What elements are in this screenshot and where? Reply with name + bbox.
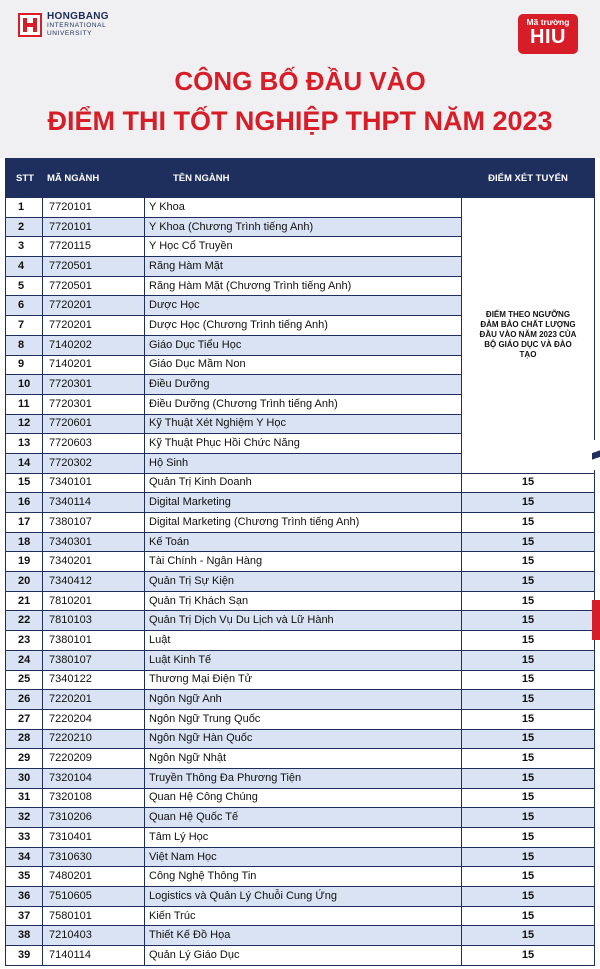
table-row: [6, 887, 595, 907]
row-diem: 15: [462, 591, 595, 611]
row-ma-nganh: 7720115: [43, 237, 145, 257]
row-diem: 15: [462, 808, 595, 828]
header-ten-nganh: TÊN NGÀNH: [145, 159, 462, 198]
row-diem: 15: [462, 867, 595, 887]
row-ten-nganh: Quản Trị Kinh Doanh: [145, 473, 462, 493]
row-ten-nganh: Kiến Trúc: [145, 906, 462, 926]
row-ten-nganh: Răng Hàm Mặt (Chương Trình tiếng Anh): [145, 276, 462, 296]
row-stt: 18: [6, 532, 43, 552]
university-logo: [18, 12, 109, 37]
row-ten-nganh: Y Học Cổ Truyền: [145, 237, 462, 257]
page-title-line-2: ĐIỂM THI TỐT NGHIỆP THPT NĂM 2023: [47, 106, 553, 136]
row-stt: 3: [6, 237, 43, 257]
table-row: [6, 552, 595, 572]
table-row: [6, 572, 595, 592]
row-ma-nganh: 7310630: [43, 847, 145, 867]
row-ten-nganh: Logistics và Quản Lý Chuỗi Cung Ứng: [145, 887, 462, 907]
row-stt: 29: [6, 749, 43, 769]
row-stt: 14: [6, 453, 43, 473]
row-stt: 21: [6, 591, 43, 611]
row-diem: 15: [462, 650, 595, 670]
table-row: [6, 650, 595, 670]
row-ma-nganh: 7220201: [43, 690, 145, 710]
row-diem: 15: [462, 532, 595, 552]
row-ten-nganh: Kỹ Thuật Xét Nghiệm Y Học: [145, 414, 462, 434]
logo-sub-1: INTERNATIONAL: [47, 22, 107, 29]
row-ma-nganh: 7340122: [43, 670, 145, 690]
table-row: [6, 198, 595, 218]
row-diem: 15: [462, 946, 595, 966]
row-stt: 25: [6, 670, 43, 690]
row-ma-nganh: 7510605: [43, 887, 145, 907]
row-ten-nganh: Ngôn Ngữ Hàn Quốc: [145, 729, 462, 749]
row-stt: 39: [6, 946, 43, 966]
row-stt: 9: [6, 355, 43, 375]
row-ma-nganh: 7720201: [43, 316, 145, 336]
admission-score-table: [5, 158, 595, 966]
row-diem: 15: [462, 749, 595, 769]
row-stt: 16: [6, 493, 43, 513]
table-row: [6, 611, 595, 631]
row-stt: 4: [6, 257, 43, 277]
row-diem: 15: [462, 847, 595, 867]
table-row: [6, 867, 595, 887]
row-stt: 23: [6, 631, 43, 651]
row-ma-nganh: 7220204: [43, 709, 145, 729]
row-ma-nganh: 7380107: [43, 650, 145, 670]
table-row: [6, 591, 595, 611]
row-diem: 15: [462, 572, 595, 592]
row-diem: 15: [462, 552, 595, 572]
row-diem: 15: [462, 906, 595, 926]
row-stt: 11: [6, 394, 43, 414]
row-ten-nganh: Truyền Thông Đa Phương Tiện: [145, 768, 462, 788]
threshold-note: ĐIỂM THEO NGƯỠNG ĐẢM BẢO CHẤT LƯỢNG ĐẦU VÀO NĂM 2023 CỦA BỘ GIÁO DỤC VÀ ĐÀO TẠO: [462, 198, 595, 474]
row-diem: 15: [462, 887, 595, 907]
row-stt: 17: [6, 513, 43, 533]
header-diem-xet-tuyen: ĐIỂM XÉT TUYỂN: [462, 159, 595, 198]
row-diem: 15: [462, 690, 595, 710]
row-ma-nganh: 7720603: [43, 434, 145, 454]
row-ten-nganh: Quản Trị Sự Kiện: [145, 572, 462, 592]
row-ten-nganh: Tài Chính - Ngân Hàng: [145, 552, 462, 572]
row-ten-nganh: Giáo Dục Tiểu Học: [145, 335, 462, 355]
row-ma-nganh: 7140114: [43, 946, 145, 966]
row-ma-nganh: 7720101: [43, 198, 145, 218]
row-ma-nganh: 7340114: [43, 493, 145, 513]
row-ma-nganh: 7810103: [43, 611, 145, 631]
row-ten-nganh: Digital Marketing (Chương Trình tiếng Anh): [145, 513, 462, 533]
row-ma-nganh: 7310206: [43, 808, 145, 828]
table-row: [6, 946, 595, 966]
row-ten-nganh: Luật: [145, 631, 462, 651]
row-stt: 30: [6, 768, 43, 788]
table-row: [6, 788, 595, 808]
row-ten-nganh: Luật Kinh Tế: [145, 650, 462, 670]
row-ten-nganh: Ngôn Ngữ Trung Quốc: [145, 709, 462, 729]
row-ma-nganh: 7580101: [43, 906, 145, 926]
row-ma-nganh: 7380101: [43, 631, 145, 651]
row-stt: 19: [6, 552, 43, 572]
table-row: [6, 532, 595, 552]
row-stt: 31: [6, 788, 43, 808]
row-diem: 15: [462, 729, 595, 749]
row-ten-nganh: Thiết Kế Đồ Họa: [145, 926, 462, 946]
table-row: [6, 729, 595, 749]
row-diem: 15: [462, 788, 595, 808]
row-diem: 15: [462, 670, 595, 690]
row-ma-nganh: 7720201: [43, 296, 145, 316]
row-stt: 1: [6, 198, 43, 218]
row-ten-nganh: Kế Toán: [145, 532, 462, 552]
school-code-badge: [518, 14, 578, 54]
row-diem: 15: [462, 473, 595, 493]
table-row: [6, 670, 595, 690]
page-title-line-1: CÔNG BỐ ĐẦU VÀO: [174, 66, 426, 96]
row-stt: 7: [6, 316, 43, 336]
badge-label: Mã trường: [526, 17, 570, 27]
row-ten-nganh: Ngôn Ngữ Nhật: [145, 749, 462, 769]
row-ten-nganh: Dược Học (Chương Trình tiếng Anh): [145, 316, 462, 336]
row-ma-nganh: 7210403: [43, 926, 145, 946]
row-ten-nganh: Điều Dưỡng: [145, 375, 462, 395]
row-diem: 15: [462, 611, 595, 631]
row-ma-nganh: 7720301: [43, 394, 145, 414]
row-ten-nganh: Ngôn Ngữ Anh: [145, 690, 462, 710]
table-row: [6, 493, 595, 513]
hiu-logo-icon: [18, 13, 42, 37]
row-stt: 22: [6, 611, 43, 631]
row-ma-nganh: 7320104: [43, 768, 145, 788]
row-stt: 6: [6, 296, 43, 316]
table-row: [6, 631, 595, 651]
table-row: [6, 473, 595, 493]
row-ma-nganh: 7220209: [43, 749, 145, 769]
row-ten-nganh: Digital Marketing: [145, 493, 462, 513]
row-diem: 15: [462, 828, 595, 848]
row-diem: 15: [462, 768, 595, 788]
row-ma-nganh: 7340301: [43, 532, 145, 552]
row-ten-nganh: Điều Dưỡng (Chương Trình tiếng Anh): [145, 394, 462, 414]
row-stt: 8: [6, 335, 43, 355]
table-header-row: [6, 159, 595, 198]
row-stt: 20: [6, 572, 43, 592]
row-ma-nganh: 7340101: [43, 473, 145, 493]
row-ten-nganh: Kỹ Thuật Phục Hồi Chức Năng: [145, 434, 462, 454]
row-stt: 12: [6, 414, 43, 434]
table-row: [6, 690, 595, 710]
decorative-stripe: [592, 440, 600, 470]
row-ten-nganh: Tâm Lý Học: [145, 828, 462, 848]
row-stt: 33: [6, 828, 43, 848]
row-ma-nganh: 7720601: [43, 414, 145, 434]
table-row: [6, 768, 595, 788]
row-ten-nganh: Quan Hệ Công Chúng: [145, 788, 462, 808]
row-stt: 27: [6, 709, 43, 729]
row-ten-nganh: Hộ Sinh: [145, 453, 462, 473]
row-ten-nganh: Quản Trị Khách Sạn: [145, 591, 462, 611]
row-stt: 5: [6, 276, 43, 296]
row-ten-nganh: Quản Lý Giáo Dục: [145, 946, 462, 966]
row-diem: 15: [462, 631, 595, 651]
row-ma-nganh: 7720501: [43, 257, 145, 277]
row-ten-nganh: Quan Hệ Quốc Tế: [145, 808, 462, 828]
row-stt: 26: [6, 690, 43, 710]
row-stt: 32: [6, 808, 43, 828]
row-ma-nganh: 7140201: [43, 355, 145, 375]
badge-code: HIU: [530, 26, 566, 48]
row-stt: 13: [6, 434, 43, 454]
row-ma-nganh: 7340412: [43, 572, 145, 592]
row-stt: 15: [6, 473, 43, 493]
row-ma-nganh: 7810201: [43, 591, 145, 611]
table-row: [6, 709, 595, 729]
table-row: [6, 906, 595, 926]
row-diem: 15: [462, 926, 595, 946]
row-ma-nganh: 7340201: [43, 552, 145, 572]
row-diem: 15: [462, 493, 595, 513]
table-row: [6, 828, 595, 848]
row-ma-nganh: 7720101: [43, 217, 145, 237]
row-ma-nganh: 7480201: [43, 867, 145, 887]
row-ma-nganh: 7720501: [43, 276, 145, 296]
row-stt: 34: [6, 847, 43, 867]
row-ten-nganh: Dược Học: [145, 296, 462, 316]
page-header: [0, 0, 600, 158]
header-ma-nganh: MÃ NGÀNH: [43, 159, 145, 198]
logo-name: HONGBANG: [47, 11, 109, 22]
row-ten-nganh: Y Khoa (Chương Trình tiếng Anh): [145, 217, 462, 237]
row-stt: 37: [6, 906, 43, 926]
row-stt: 38: [6, 926, 43, 946]
row-ma-nganh: 7310401: [43, 828, 145, 848]
table-row: [6, 749, 595, 769]
row-stt: 24: [6, 650, 43, 670]
row-ma-nganh: 7720302: [43, 453, 145, 473]
row-ten-nganh: Công Nghệ Thông Tin: [145, 867, 462, 887]
row-stt: 2: [6, 217, 43, 237]
table-row: [6, 513, 595, 533]
row-stt: 10: [6, 375, 43, 395]
row-ma-nganh: 7720301: [43, 375, 145, 395]
decorative-stripe: [592, 600, 600, 640]
table-body: [6, 198, 595, 966]
row-ten-nganh: Việt Nam Học: [145, 847, 462, 867]
row-ma-nganh: 7140202: [43, 335, 145, 355]
table-row: [6, 847, 595, 867]
row-diem: 15: [462, 709, 595, 729]
header-stt: STT: [6, 159, 43, 198]
row-ten-nganh: Thương Mại Điện Tử: [145, 670, 462, 690]
row-stt: 28: [6, 729, 43, 749]
row-stt: 35: [6, 867, 43, 887]
row-ma-nganh: 7320108: [43, 788, 145, 808]
row-ma-nganh: 7380107: [43, 513, 145, 533]
row-ten-nganh: Giáo Dục Mầm Non: [145, 355, 462, 375]
row-ma-nganh: 7220210: [43, 729, 145, 749]
logo-sub-2: UNIVERSITY: [47, 29, 93, 37]
row-diem: 15: [462, 513, 595, 533]
row-ten-nganh: Y Khoa: [145, 198, 462, 218]
table-row: [6, 926, 595, 946]
table-row: [6, 808, 595, 828]
row-ten-nganh: Quản Trị Dịch Vụ Du Lịch và Lữ Hành: [145, 611, 462, 631]
row-ten-nganh: Răng Hàm Mặt: [145, 257, 462, 277]
row-stt: 36: [6, 887, 43, 907]
